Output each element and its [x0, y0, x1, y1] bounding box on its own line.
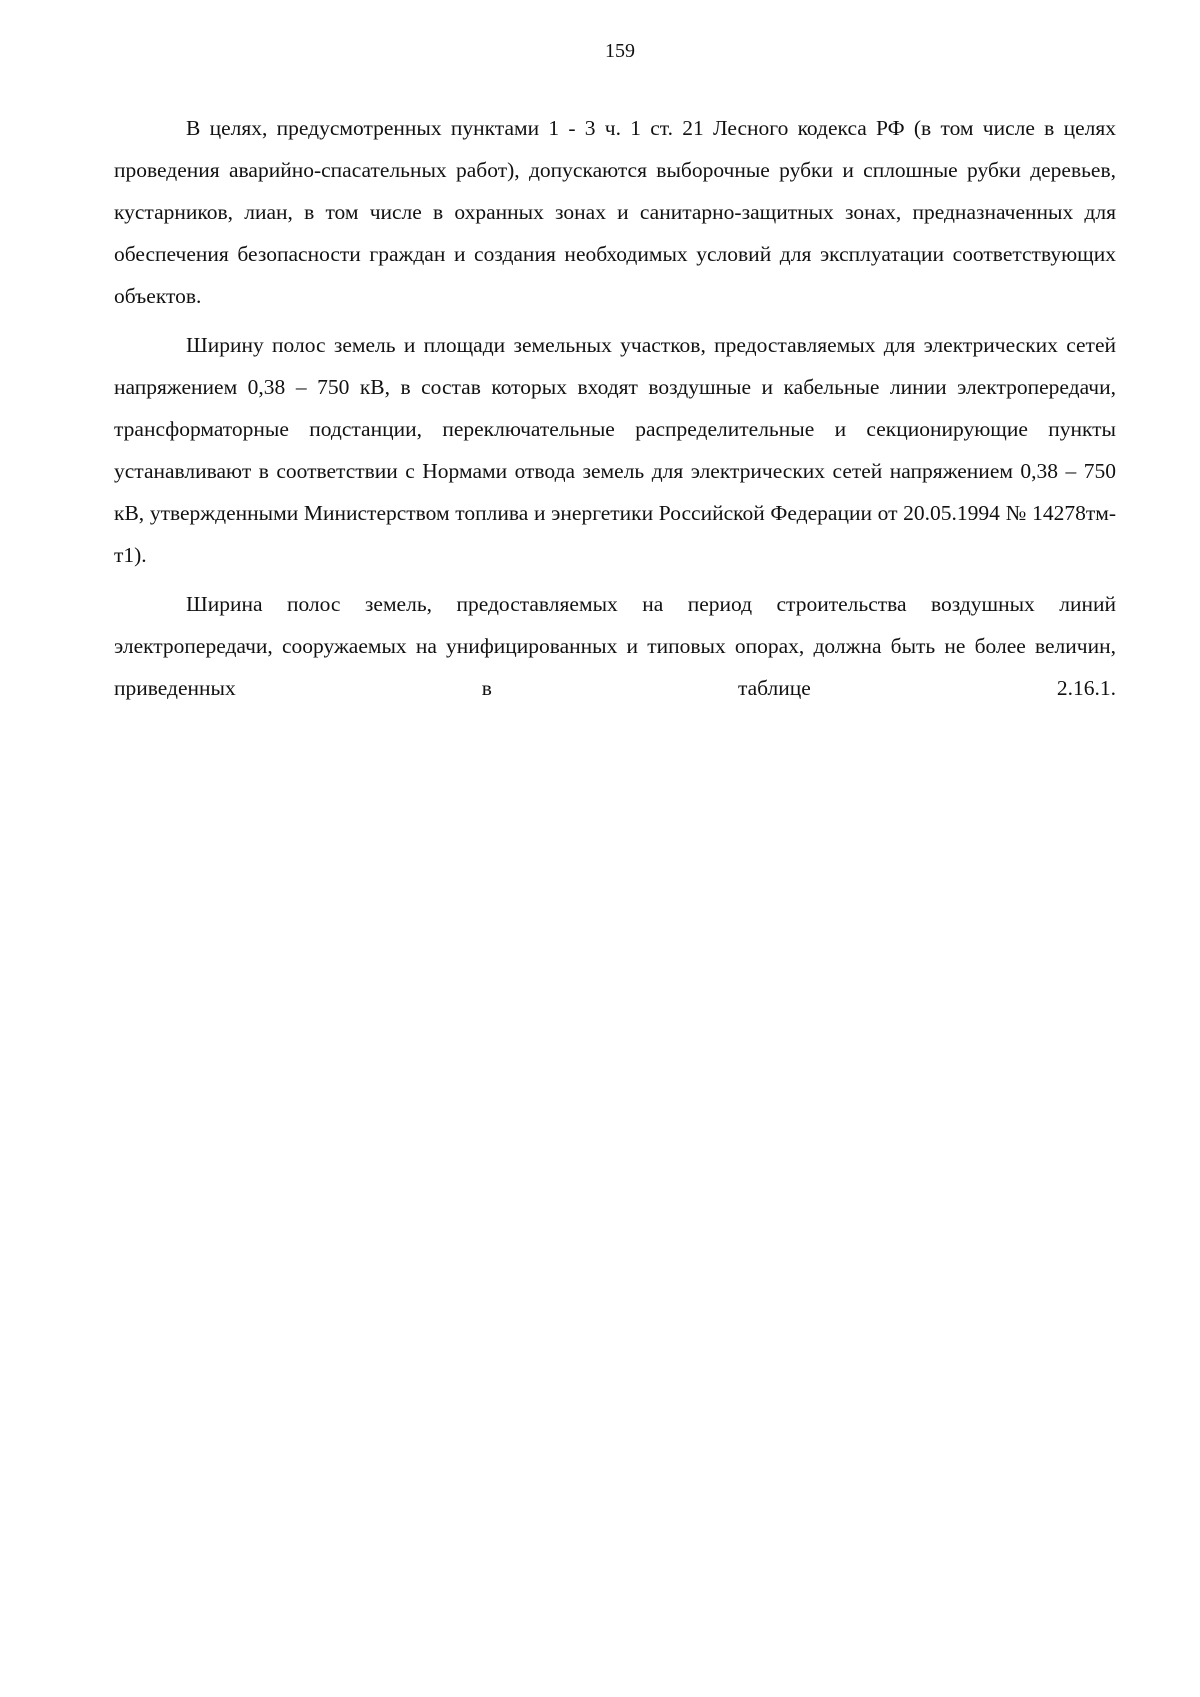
paragraph-construction-period: Ширина полос земель, предоставляемых на период строительства воздушных линий электропередачи, сооружаемых на унифицированных и типовых опорах, должна быть не более величин, приведенных в таблице 2.16.1.	[114, 592, 1116, 700]
paragraph-land-strip-width: Ширину полос земель и площади земельных участков, предоставляемых для электрических сетей напряжением 0,38 – 750 кВ, в состав которых входят воздушные и кабельные линии электропередачи, трансформаторные подстанции, переключательные распределительные и секционирующие пункты устанавливают в соответствии с Нормами отвода земель для электрических сетей напряжением 0,38 – 750 кВ, утвержденными Министерством топлива и энергетики Российской Федерации от 20.05.1994 № 14278тм-т1).	[114, 333, 1116, 567]
paragraph-forest-cutting: В целях, предусмотренных пунктами 1 - 3 ч. 1 ст. 21 Лесного кодекса РФ (в том числе в целях проведения аварийно-спасательных работ), допускаются выборочные рубки и сплошные рубки деревьев, кустарников, лиан, в том числе в охранных зонах и санитарно-защитных зонах, предназначенных для обеспечения безопасности граждан и создания необходимых условий для эксплуатации соответствующих объектов.	[114, 116, 1116, 308]
document-body	[114, 107, 1116, 716]
page-number: 159	[605, 40, 635, 62]
